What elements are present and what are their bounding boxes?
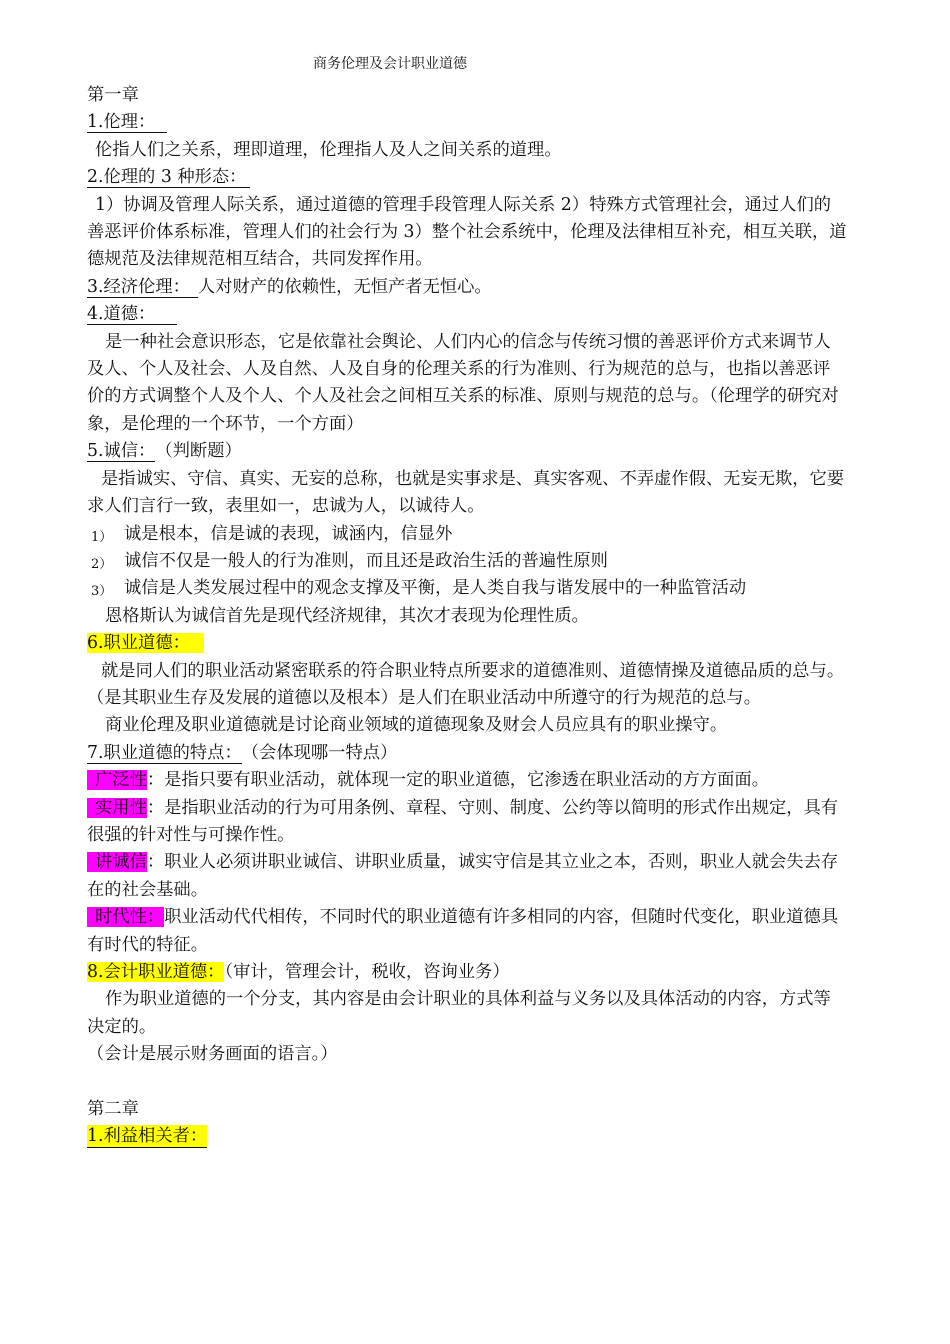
list-number: 3） — [91, 584, 113, 600]
section-7-note: （会体现哪一特点） — [241, 742, 398, 763]
feature-item — [87, 767, 847, 794]
feature-term: 实用性 — [87, 798, 147, 818]
list-text: 诚信不仅是一般人的行为准则，而且还是政治生活的普遍性原则 — [124, 550, 608, 571]
list-item — [87, 521, 847, 548]
feature-term: 讲诚信 — [87, 852, 147, 872]
feature-text: ：是指只要有职业活动，就体现一定的职业道德，它渗透在职业活动的方方面面。 — [146, 770, 769, 791]
section-2-heading: 2.伦理的 3 种形态： — [87, 167, 250, 188]
list-text: 诚是根本，信是诚的表现，诚涵内，信显外 — [124, 523, 453, 544]
feature-text: ：职业人必须讲职业诚信、讲职业质量，诚实守信是其立业之本，否则，职业人就会失去存在的社会基础。 — [87, 852, 839, 900]
document-body — [87, 82, 847, 1150]
chapter-1-title: 第一章 — [87, 85, 139, 105]
section-1-text: 伦指人们之关系，理即道理，伦理指人及人之间关系的道理。 — [95, 139, 562, 160]
section-5-after: 恩格斯认为诚信首先是现代经济规律，其次才表现为伦理性质。 — [105, 605, 589, 626]
section-8-after: （会计是展示财务画面的语言。） — [87, 1044, 338, 1065]
section-5-text: 是指诚实、守信、真实、无妄的总称，也就是实事求是、真实客观、不弄虚作假、无妄无欺，它要求人们言行一致，表里如一，忠诚为人，以诚待人。 — [87, 468, 845, 517]
section-6-text: 就是同人们的职业活动紧密联系的符合职业特点所要求的道德准则、道德情操及道德品质的总与。（是其职业生存及发展的道德以及根本）是人们在职业活动中所遵守的行为规范的总与。 — [87, 660, 845, 708]
section-4-text: 是一种社会意识形态，它是依靠社会舆论、人们内心的信念与传统习惯的善恶评价方式来调节人及人、个人及社会、人及自然、人及自身的伦理关系的行为准则、行为规范的总与，也指以善恶评价的方式调整个人及个人、个人及社会之间相互关系的标准、原则与规范的总与。（伦理学的研究对象，是伦理的一个环节，一个方面） — [87, 331, 839, 434]
list-number: 2） — [91, 556, 113, 572]
section-3-text: 人对财产的依赖性，无恒产者无恒心。 — [197, 276, 492, 297]
section-6-text-2: 商业伦理及职业道德就是讨论商业领域的道德现象及财会人员应具有的职业操守。 — [105, 715, 728, 736]
chapter-2-section-1-heading: 1.利益相关者： — [87, 1126, 208, 1147]
chapter-2-title: 第二章 — [87, 1098, 139, 1119]
section-3-heading: 3.经济伦理： — [87, 277, 198, 298]
feature-item — [87, 904, 847, 959]
list-number: 1） — [91, 529, 113, 545]
section-8-heading: 8.会计职业道德： — [87, 962, 225, 982]
feature-term: 广泛性 — [87, 770, 147, 790]
section-1-heading: 1.伦理： — [87, 112, 167, 133]
feature-term: 时代性： — [87, 907, 164, 927]
list-item — [87, 575, 847, 602]
document-header: 商务伦理及会计职业道德 — [313, 56, 467, 72]
section-5-heading: 5.诚信： — [87, 441, 156, 462]
section-6-heading: 6.职业道德： — [87, 633, 204, 653]
feature-text: 职业活动代代相传，不同时代的职业道德有许多相同的内容，但随时代变化，职业道德具有时代的特征。 — [87, 907, 839, 955]
list-item — [87, 548, 847, 575]
section-8-note: （审计，管理会计，税收，咨询业务） — [224, 962, 510, 982]
list-text: 诚信是人类发展过程中的观念支撑及平衡，是人类自我与谐发展中的一种监管活动 — [124, 578, 747, 599]
section-4-heading: 4.道德： — [87, 304, 177, 325]
feature-item — [87, 795, 847, 850]
section-5-note: （判断题） — [155, 441, 242, 462]
section-2-text: 1）协调及管理人际关系，通过道德的管理手段管理人际关系 2）特殊方式管理社会，通过人们的善恶评价体系标准，管理人们的社会行为 3）整个社会系统中，伦理及法律相互补充，相互关联，道德规范及法律规范相互结合，共同发挥作用。 — [87, 194, 847, 270]
feature-text: ：是指职业活动的行为可用条例、章程、守则、制度、公约等以简明的形式作出规定，具有很强的针对性与可操作性。 — [87, 797, 839, 845]
section-8-text: 作为职业道德的一个分支，其内容是由会计职业的具体利益与义务以及具体活动的内容，方式等决定的。 — [87, 989, 831, 1037]
feature-item — [87, 849, 847, 904]
section-7-heading: 7.职业道德的特点： — [87, 742, 242, 763]
